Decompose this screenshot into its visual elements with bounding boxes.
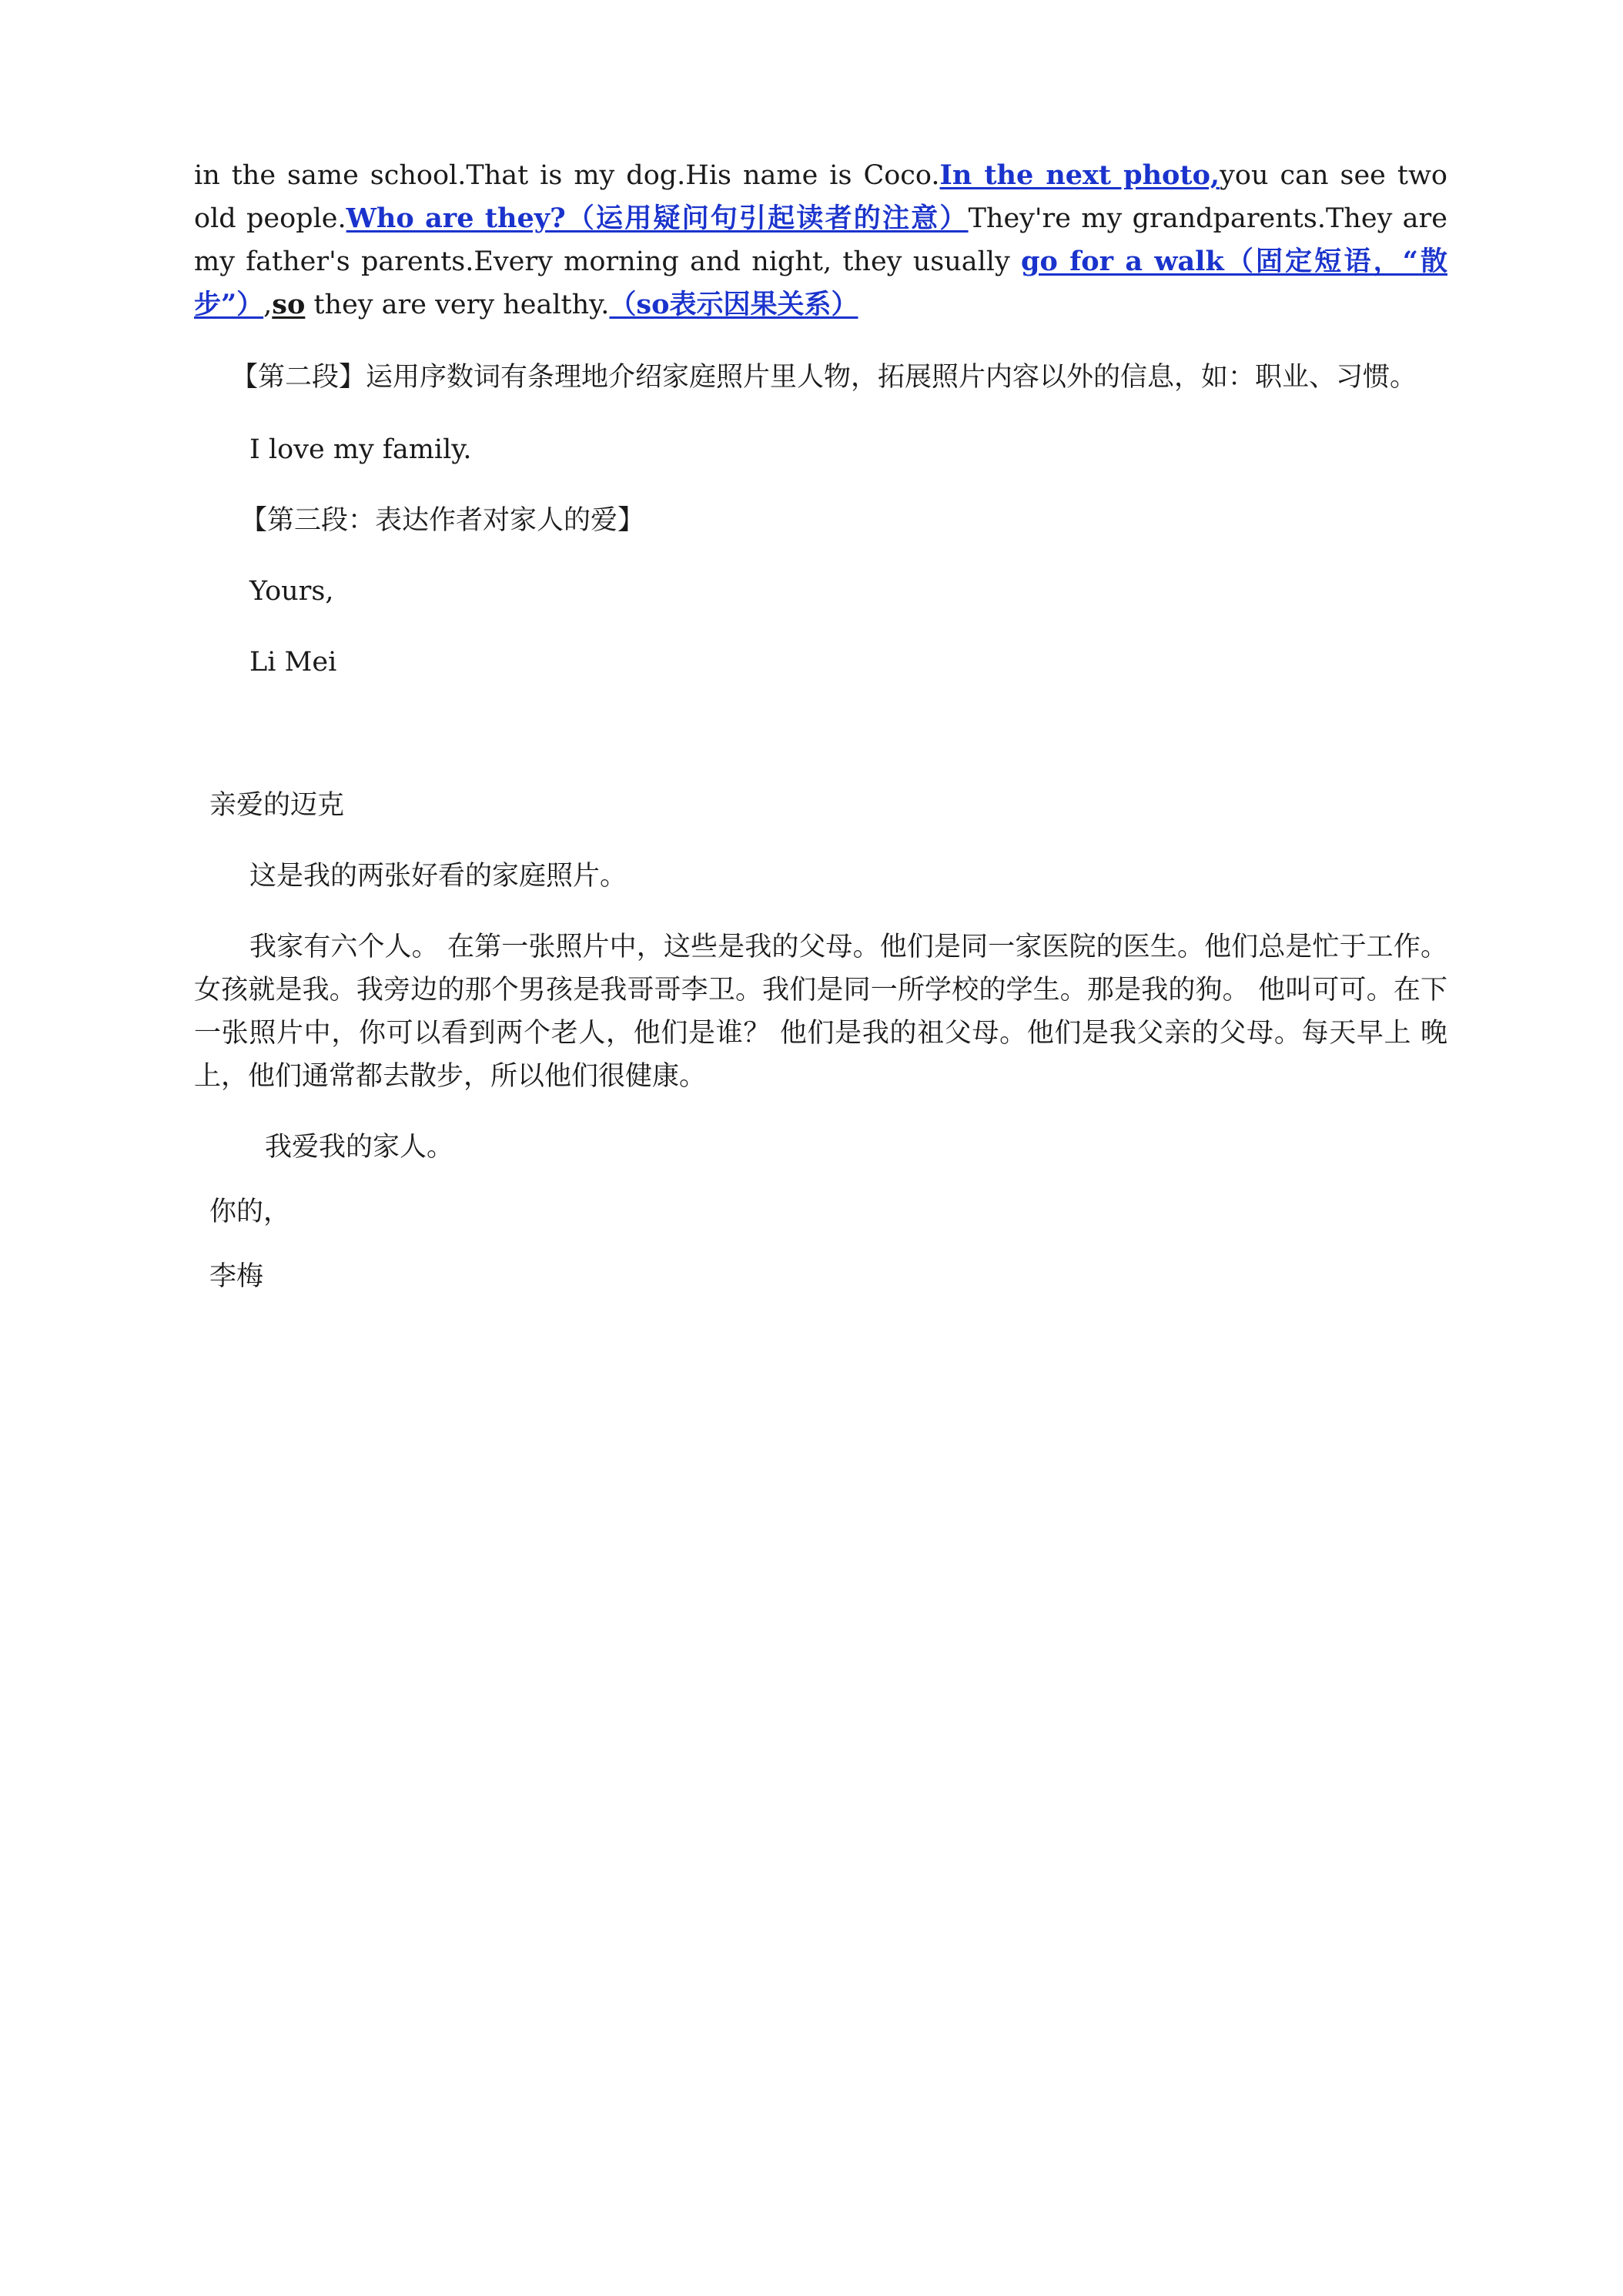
signature: Li Mei bbox=[249, 647, 337, 678]
closing: Yours, bbox=[249, 576, 334, 607]
chinese-greeting: 亲爱的迈克 bbox=[209, 790, 345, 821]
note-paragraph-two: 【第二段】运用序数词有条理地介绍家庭照片里人物，拓展照片内容以外的信息，如：职业、习惯。 bbox=[231, 362, 1417, 393]
chinese-paragraph: 我家有六个人。 在第一张照片中，这些是我的父母。他们是同一家医院的医生。他们总是忙于工作。 女孩就是我。我旁边的那个男孩是我哥哥李卫。我们是同一所学校的学生。那是我的狗。 他叫可可。在下一张照片中，你可以看到两个老人，他们是谁？ 他们是我的祖父母。他们是我父亲的父母。每天早上 晚上，他们通常都去散步，所以他们很健康。 bbox=[194, 932, 1447, 1092]
document-page bbox=[194, 154, 1447, 1298]
body-text: They're my grandparents.They are my father's parents.Every morning and night, they usually bbox=[194, 203, 1447, 277]
note-paragraph-three: 【第三段：表达作者对家人的爱】 bbox=[240, 505, 645, 536]
chinese-closing: 你的， bbox=[209, 1197, 291, 1227]
annotation-causal: （so表示因果关系） bbox=[609, 289, 858, 320]
annotation-phrase: In the next photo, bbox=[939, 159, 1220, 191]
chinese-signature: 李梅 bbox=[209, 1261, 264, 1292]
body-text: in the same school.That is my dog.His name is Coco. bbox=[194, 160, 940, 191]
chinese-love: 我爱我的家人。 bbox=[265, 1132, 454, 1163]
so-keyword: so bbox=[272, 289, 306, 320]
body-text: you can see two old people. bbox=[194, 160, 1447, 234]
body-text: they are very healthy. bbox=[305, 290, 610, 320]
english-body-paragraph bbox=[194, 154, 1447, 326]
annotation-question: Who are they?（运用疑问句引起读者的注意） bbox=[346, 202, 969, 234]
chinese-line1: 这是我的两张好看的家庭照片。 bbox=[249, 861, 627, 892]
love-line: I love my family. bbox=[249, 434, 472, 465]
annotation-fixed-phrase: go for a walk（固定短语，“散步”） bbox=[194, 246, 1447, 320]
body-text: , bbox=[263, 290, 273, 320]
